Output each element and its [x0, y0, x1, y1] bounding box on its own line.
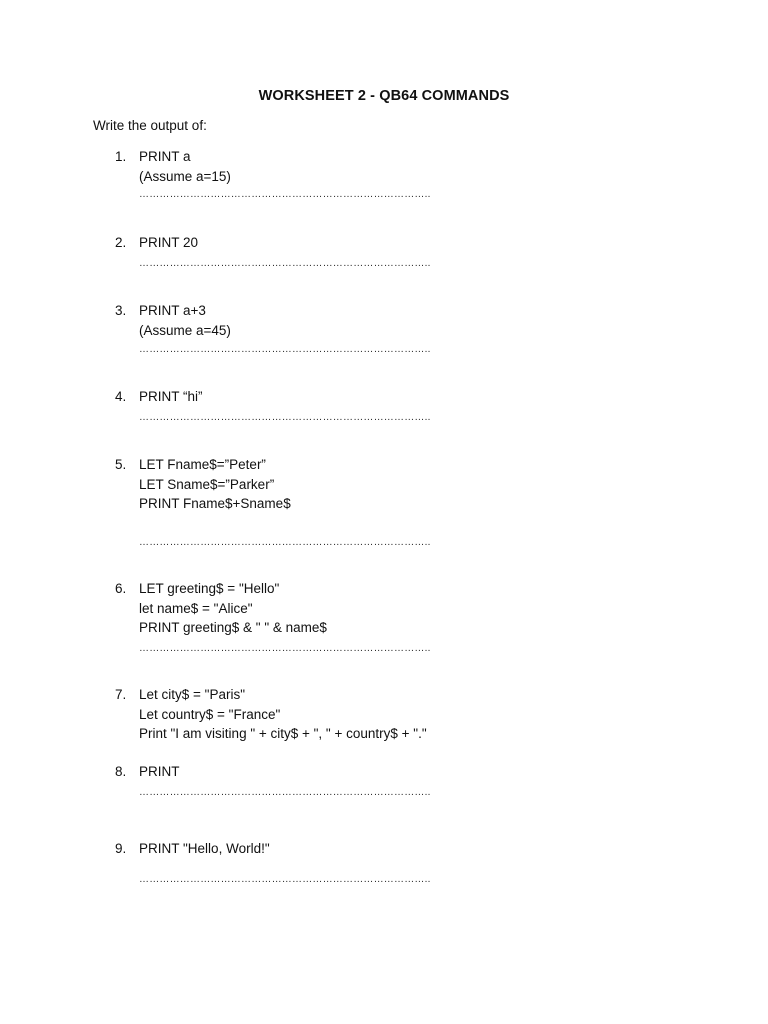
- question-number: 5.: [115, 457, 127, 472]
- question-number: 8.: [115, 764, 127, 779]
- question-number: 6.: [115, 581, 127, 596]
- answer-line: …………………………………………………………………………..: [139, 787, 431, 798]
- code-line: LET greeting$ = "Hello": [139, 581, 280, 596]
- code-line: PRINT: [139, 764, 180, 779]
- answer-line: …………………………………………………………………………..: [139, 537, 431, 548]
- answer-line: …………………………………………………………………………..: [139, 258, 431, 269]
- code-line: PRINT “hi”: [139, 389, 203, 404]
- answer-line: …………………………………………………………………………..: [139, 189, 431, 200]
- code-line: PRINT a: [139, 149, 191, 164]
- instructions: Write the output of:: [93, 118, 207, 133]
- answer-line: …………………………………………………………………………..: [139, 643, 431, 654]
- code-line: PRINT Fname$+Sname$: [139, 496, 291, 511]
- question-number: 3.: [115, 303, 127, 318]
- answer-line: …………………………………………………………………………..: [139, 874, 431, 885]
- answer-line: …………………………………………………………………………..: [139, 344, 431, 355]
- code-line: Print "I am visiting " + city$ + ", " + country$ + ".": [139, 726, 427, 741]
- code-line: Let country$ = "France": [139, 706, 281, 722]
- question-number: 7.: [115, 687, 127, 702]
- code-line: PRINT a+3: [139, 303, 206, 318]
- answer-line: …………………………………………………………………………..: [139, 412, 431, 423]
- code-line: let name$ = "Alice": [139, 600, 253, 616]
- code-line: PRINT 20: [139, 235, 199, 250]
- question-number: 1.: [115, 149, 127, 164]
- question-number: 2.: [115, 235, 127, 250]
- question-number: 4.: [115, 389, 127, 404]
- code-line: LET Fname$=”Peter”: [139, 457, 266, 472]
- code-line: PRINT greeting$ & " " & name$: [139, 620, 327, 635]
- question-number: 9.: [115, 841, 127, 856]
- worksheet-title: WORKSHEET 2 - QB64 COMMANDS: [258, 88, 510, 104]
- code-line: LET Sname$=”Parker”: [139, 476, 275, 492]
- code-line: (Assume a=15): [139, 168, 231, 184]
- code-line: Let city$ = "Paris": [139, 687, 246, 702]
- code-line: (Assume a=45): [139, 322, 231, 338]
- code-line: PRINT "Hello, World!": [139, 841, 270, 856]
